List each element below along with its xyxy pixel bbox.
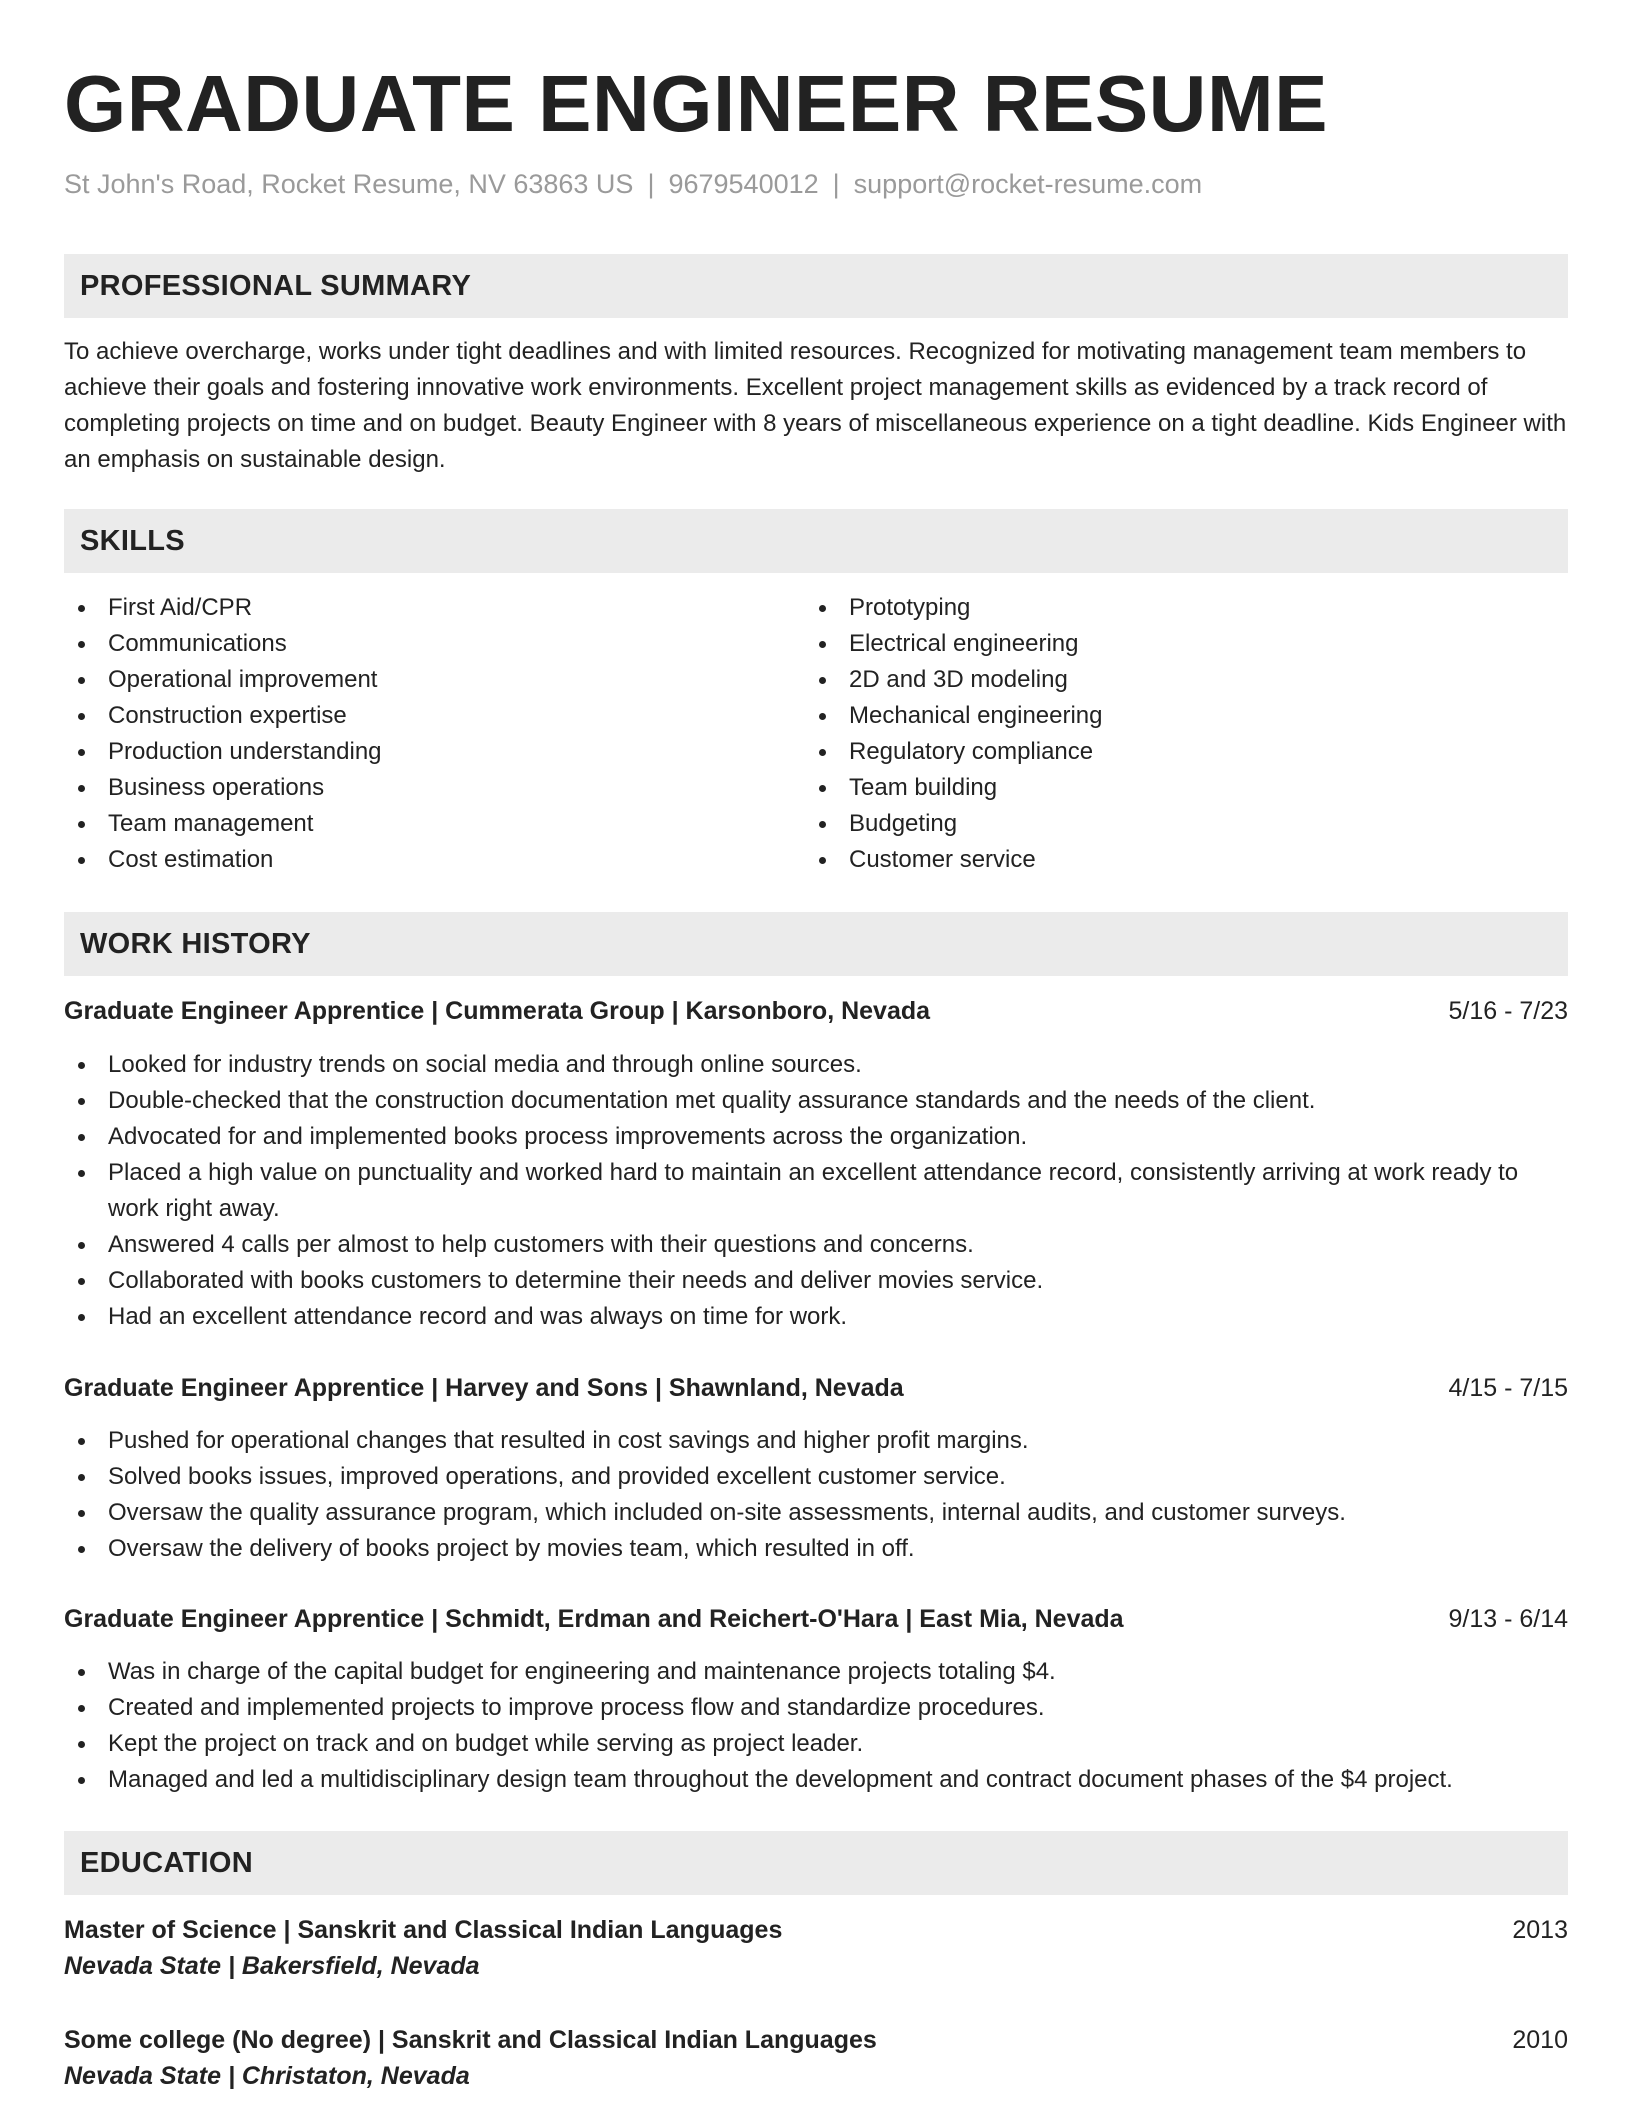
education-degree: Some college (No degree) | Sanskrit and Classical Indian Languages <box>64 2025 877 2054</box>
section-header-work-history: WORK HISTORY <box>64 912 1568 976</box>
job-bullet: Oversaw the quality assurance program, which included on-site assessments, internal audits, and customer surveys. <box>64 1495 1568 1531</box>
section-header-summary: PROFESSIONAL SUMMARY <box>64 254 1568 318</box>
job-bullet: Pushed for operational changes that resulted in cost savings and higher profit margins. <box>64 1423 1568 1459</box>
job-title: Graduate Engineer Apprentice | Cummerata Group | Karsonboro, Nevada <box>64 996 931 1025</box>
contact-address: St John's Road, Rocket Resume, NV 63863 US <box>64 169 634 199</box>
job-bullet: Was in charge of the capital budget for engineering and maintenance projects totaling $4. <box>64 1654 1568 1690</box>
job-header <box>64 993 1568 1029</box>
skill-item: Budgeting <box>805 806 1525 842</box>
skill-item: Operational improvement <box>64 662 784 698</box>
job-header <box>64 1370 1568 1406</box>
skill-item: Cost estimation <box>64 842 784 878</box>
job-bullet: Looked for industry trends on social media and through online sources. <box>64 1047 1568 1083</box>
job-title: Graduate Engineer Apprentice | Harvey and Sons | Shawnland, Nevada <box>64 1373 904 1402</box>
job-dates: 9/13 - 6/14 <box>1448 1604 1568 1633</box>
contact-phone: 9679540012 <box>668 169 819 199</box>
job-dates: 4/15 - 7/15 <box>1448 1373 1568 1402</box>
skill-item: Team management <box>64 806 784 842</box>
contact-email: support@rocket-resume.com <box>853 169 1203 199</box>
skills-list-right <box>805 590 1525 878</box>
education-degree: Master of Science | Sanskrit and Classical Indian Languages <box>64 1915 783 1944</box>
skill-item: Prototyping <box>805 590 1525 626</box>
job-bullet: Kept the project on track and on budget while serving as project leader. <box>64 1726 1568 1762</box>
skill-item: Regulatory compliance <box>805 734 1525 770</box>
education-year: 2013 <box>1512 1915 1568 1944</box>
education-year: 2010 <box>1512 2025 1568 2054</box>
resume-title: GRADUATE ENGINEER RESUME <box>64 59 1328 148</box>
job-bullet: Created and implemented projects to improve process flow and standardize procedures. <box>64 1690 1568 1726</box>
job-bullets <box>64 1654 1568 1798</box>
skill-item: First Aid/CPR <box>64 590 784 626</box>
contact-line <box>64 166 1202 202</box>
job-bullet: Collaborated with books customers to determine their needs and deliver movies service. <box>64 1263 1568 1299</box>
job-header <box>64 1601 1568 1637</box>
skills-list-left <box>64 590 784 878</box>
education-header <box>64 2022 1568 2058</box>
skill-item: Mechanical engineering <box>805 698 1525 734</box>
job-bullet: Placed a high value on punctuality and worked hard to maintain an excellent attendance record, consistently arriving at work ready to work right away. <box>64 1155 1568 1227</box>
job-bullet: Managed and led a multidisciplinary design team throughout the development and contract document phases of the $4 project. <box>64 1762 1568 1798</box>
education-school: Nevada State | Bakersfield, Nevada <box>64 1952 480 1980</box>
job-bullet: Oversaw the delivery of books project by movies team, which resulted in off. <box>64 1531 1568 1567</box>
skill-item: Communications <box>64 626 784 662</box>
skill-item: Production understanding <box>64 734 784 770</box>
job-bullet: Had an excellent attendance record and was always on time for work. <box>64 1299 1568 1335</box>
skill-item: Customer service <box>805 842 1525 878</box>
skill-item: Team building <box>805 770 1525 806</box>
skill-item: Construction expertise <box>64 698 784 734</box>
job-bullet: Answered 4 calls per almost to help customers with their questions and concerns. <box>64 1227 1568 1263</box>
job-bullet: Double-checked that the construction documentation met quality assurance standards and the needs of the client. <box>64 1083 1568 1119</box>
skill-item: Business operations <box>64 770 784 806</box>
job-title: Graduate Engineer Apprentice | Schmidt, Erdman and Reichert-O'Hara | East Mia, Nevada <box>64 1604 1124 1633</box>
education-school: Nevada State | Christaton, Nevada <box>64 2062 470 2090</box>
education-header <box>64 1912 1568 1948</box>
section-header-skills: SKILLS <box>64 509 1568 573</box>
section-header-education: EDUCATION <box>64 1831 1568 1895</box>
job-bullet: Solved books issues, improved operations, and provided excellent customer service. <box>64 1459 1568 1495</box>
skill-item: 2D and 3D modeling <box>805 662 1525 698</box>
summary-text: To achieve overcharge, works under tight deadlines and with limited resources. Recognized for motivating management team members to achieve their goals and fostering innovative work environments. Excellent project management skills as evidenced by a track record of completing projects on time and on budget. Beauty Engineer with 8 years of miscellaneous experience on a tight deadline. Kids Engineer with an emphasis on sustainable design. <box>64 338 1567 473</box>
job-bullets <box>64 1047 1568 1335</box>
contact-separator: | <box>832 169 840 199</box>
job-bullet: Advocated for and implemented books process improvements across the organization. <box>64 1119 1568 1155</box>
job-bullets <box>64 1423 1568 1567</box>
job-dates: 5/16 - 7/23 <box>1448 996 1568 1025</box>
skill-item: Electrical engineering <box>805 626 1525 662</box>
contact-separator: | <box>647 169 655 199</box>
